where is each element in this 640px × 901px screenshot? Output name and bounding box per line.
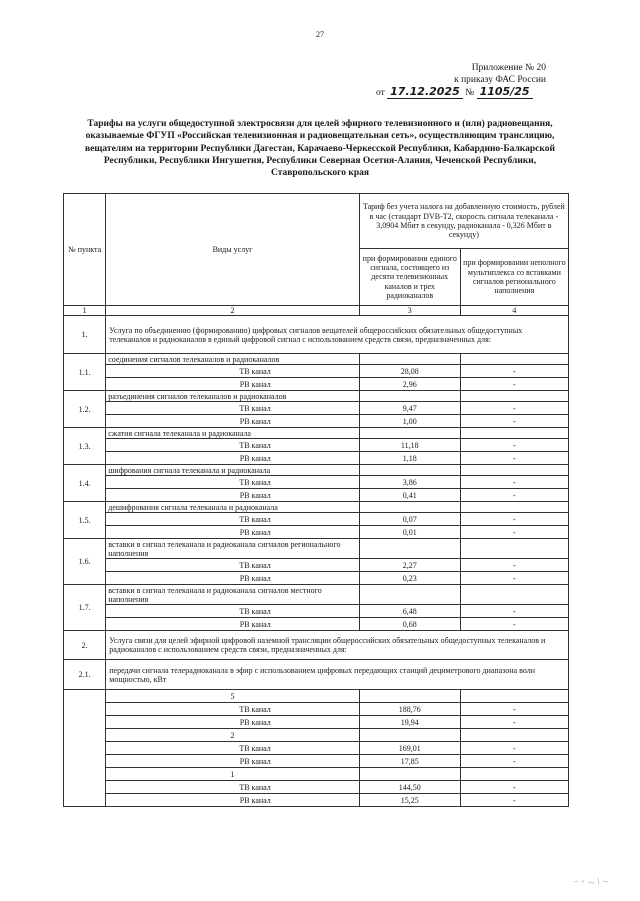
item-tv-row (64, 605, 569, 618)
item-label: дешифрования сигнала телеканала и радиоканала (106, 502, 360, 513)
tv-tariff-value: 9,47 (359, 402, 460, 415)
rv-channel-label: РВ канал (106, 489, 360, 502)
rv-channel-label: РВ канал (106, 618, 360, 631)
item-label: соединения сигналов телеканалов и радиоканалов (106, 354, 360, 365)
rv-tariff-value: 17,85 (359, 755, 460, 768)
item-rv-row (64, 572, 569, 585)
tv-dash: - (460, 402, 568, 415)
annex-number: 1105/25 (477, 86, 533, 99)
rv-channel-label: РВ канал (106, 794, 360, 807)
rv-channel-label: РВ канал (106, 572, 360, 585)
rv-dash: - (460, 452, 568, 465)
power-row (64, 690, 569, 703)
item-empty-cell (460, 465, 568, 476)
item-tv-row (64, 559, 569, 572)
tv-tariff-value: 188,76 (359, 703, 460, 716)
tv-dash: - (460, 365, 568, 378)
item-empty-cell (460, 391, 568, 402)
header-col4: при формировании неполного мультиплекса со вставками сигналов регионального наполнения (460, 249, 568, 306)
rv-dash: - (460, 755, 568, 768)
tv-dash: - (460, 605, 568, 618)
tv-dash: - (460, 781, 568, 794)
item-rv-row (64, 618, 569, 631)
item-rv-row (64, 415, 569, 428)
power-empty-cell (460, 690, 568, 703)
item-num: 1.3. (64, 428, 106, 465)
tv-dash: - (460, 513, 568, 526)
power-empty-num (64, 690, 106, 807)
colnum-1: 1 (64, 306, 106, 316)
power-rv-row (64, 716, 569, 729)
annex-number-label: № (465, 88, 475, 98)
section-2-num: 2. (64, 631, 106, 660)
annex-date: 17.12.2025 (387, 86, 463, 99)
tv-dash: - (460, 439, 568, 452)
power-rv-row (64, 755, 569, 768)
item-num: 1.5. (64, 502, 106, 539)
tv-channel-label: ТВ канал (106, 439, 360, 452)
annex-date-line (376, 86, 546, 99)
rv-dash: - (460, 618, 568, 631)
item-empty-cell (359, 465, 460, 476)
rv-channel-label: РВ канал (106, 415, 360, 428)
item-rv-row (64, 452, 569, 465)
item-empty-cell (359, 354, 460, 365)
document-title: Тарифы на услуги общедоступной электросвязи для целей эфирного телевизионного и (или) радиовещания, оказываемые ФГУП «Российская телевизионная и радиовещательная сеть», осуществляющим трансляцию, вещателям на территории Республики Дагестан, Карачаево-Черкесской Республики, Кабардино-Балкарской Республики, Республики Ингушетия, Республики Северная Осетия-Алания, Чеченской Республики, Ставропольского края (85, 119, 555, 179)
annex-order-ref: к приказу ФАС России (454, 75, 546, 85)
item-num: 1.2. (64, 391, 106, 428)
item-empty-cell (460, 428, 568, 439)
power-empty-cell (460, 729, 568, 742)
item-empty-cell (359, 502, 460, 513)
power-kw: 1 (106, 768, 360, 781)
power-tv-row (64, 742, 569, 755)
item-label-row (64, 502, 569, 513)
item-label: сжатия сигнала телеканала и радиоканала (106, 428, 360, 439)
rv-dash: - (460, 794, 568, 807)
section-2-1-text: передачи сигнала телерадиоканала в эфир с использованием цифровых передающих станций дециметрового диапазона волн мощностью, кВт (106, 660, 569, 690)
item-empty-cell (359, 539, 460, 559)
item-label-row (64, 585, 569, 605)
power-empty-cell (460, 768, 568, 781)
rv-tariff-value: 1,00 (359, 415, 460, 428)
section-1-text: Услуга по объединению (формированию) цифровых сигналов вещателей общероссийских обязательных общедоступных телеканалов и радиоканалов в единый цифровой сигнал с использованием средств связи, предназначенных для: (106, 316, 569, 354)
tv-channel-label: ТВ канал (106, 402, 360, 415)
item-label: вставки в сигнал телеканала и радиоканала сигналов регионального наполнения (106, 539, 360, 559)
tv-tariff-value: 169,01 (359, 742, 460, 755)
section-2-1-num: 2.1. (64, 660, 106, 690)
section-1-row (64, 316, 569, 354)
colnum-2: 2 (106, 306, 360, 316)
tv-channel-label: ТВ канал (106, 513, 360, 526)
annex-title: Приложение № 20 (471, 63, 546, 73)
tv-channel-label: ТВ канал (106, 781, 360, 794)
tv-channel-label: ТВ канал (106, 703, 360, 716)
power-tv-row (64, 703, 569, 716)
item-empty-cell (359, 391, 460, 402)
item-rv-row (64, 378, 569, 391)
rv-channel-label: РВ канал (106, 716, 360, 729)
section-2-1-row (64, 660, 569, 690)
item-label: разъединения сигналов телеканалов и радиоканалов (106, 391, 360, 402)
tv-tariff-value: 0,07 (359, 513, 460, 526)
rv-channel-label: РВ канал (106, 452, 360, 465)
power-tv-row (64, 781, 569, 794)
item-empty-cell (460, 502, 568, 513)
tv-tariff-value: 6,48 (359, 605, 460, 618)
annex-from-label: от (376, 88, 385, 98)
tv-dash: - (460, 559, 568, 572)
power-row (64, 729, 569, 742)
item-empty-cell (460, 539, 568, 559)
item-label: вставки в сигнал телеканала и радиоканала сигналов местного наполнения (106, 585, 360, 605)
item-tv-row (64, 439, 569, 452)
tariff-table (63, 193, 569, 807)
section-2-row (64, 631, 569, 660)
header-tariff: Тариф без учета налога на добавленную стоимость, рублей в час (стандарт DVB-T2, скорость сигнала телеканала - 3,0904 Мбит в секунду, радиоканала - 0,326 Мбит в секунду) (359, 194, 568, 249)
item-empty-cell (460, 585, 568, 605)
item-empty-cell (359, 428, 460, 439)
tv-channel-label: ТВ канал (106, 476, 360, 489)
section-1-num: 1. (64, 316, 106, 354)
rv-dash: - (460, 526, 568, 539)
item-label-row (64, 354, 569, 365)
item-num: 1.4. (64, 465, 106, 502)
item-empty-cell (460, 354, 568, 365)
item-num: 1.7. (64, 585, 106, 631)
page-number: 27 (316, 30, 324, 39)
power-kw: 2 (106, 729, 360, 742)
tv-tariff-value: 11,18 (359, 439, 460, 452)
tv-channel-label: ТВ канал (106, 365, 360, 378)
rv-channel-label: РВ канал (106, 526, 360, 539)
item-empty-cell (359, 585, 460, 605)
power-empty-cell (359, 729, 460, 742)
tv-dash: - (460, 476, 568, 489)
tv-tariff-value: 2,27 (359, 559, 460, 572)
item-label-row (64, 428, 569, 439)
tv-channel-label: ТВ канал (106, 559, 360, 572)
item-tv-row (64, 476, 569, 489)
header-row (64, 194, 569, 249)
rv-dash: - (460, 378, 568, 391)
tv-channel-label: ТВ канал (106, 742, 360, 755)
rv-tariff-value: 0,68 (359, 618, 460, 631)
power-empty-cell (359, 768, 460, 781)
rv-channel-label: РВ канал (106, 378, 360, 391)
tv-dash: - (460, 703, 568, 716)
tv-tariff-value: 28,08 (359, 365, 460, 378)
item-tv-row (64, 402, 569, 415)
rv-tariff-value: 15,25 (359, 794, 460, 807)
colnum-3: 3 (359, 306, 460, 316)
tv-channel-label: ТВ канал (106, 605, 360, 618)
item-tv-row (64, 365, 569, 378)
header-services: Виды услуг (106, 194, 360, 306)
power-row (64, 768, 569, 781)
rv-tariff-value: 1,18 (359, 452, 460, 465)
power-rv-row (64, 794, 569, 807)
item-rv-row (64, 526, 569, 539)
item-tv-row (64, 513, 569, 526)
item-label-row (64, 539, 569, 559)
item-num: 1.1. (64, 354, 106, 391)
rv-dash: - (460, 489, 568, 502)
tv-dash: - (460, 742, 568, 755)
header-col3: при формировании единого сигнала, состоящего из десяти телевизионных каналов и трех радиоканалов (359, 249, 460, 306)
rv-tariff-value: 0,23 (359, 572, 460, 585)
header-num: № пункта (64, 194, 106, 306)
colnum-4: 4 (460, 306, 568, 316)
item-label: шифрования сигнала телеканала и радиоканала (106, 465, 360, 476)
power-empty-cell (359, 690, 460, 703)
item-num: 1.6. (64, 539, 106, 585)
tv-tariff-value: 3,86 (359, 476, 460, 489)
annex-block (376, 62, 546, 99)
rv-dash: - (460, 716, 568, 729)
rv-channel-label: РВ канал (106, 755, 360, 768)
section-2-text: Услуга связи для целей эфирной цифровой наземной трансляции общероссийских обязательных общедоступных телеканалов и радиоканалов с использованием средств связи, предназначенных для: (106, 631, 569, 660)
rv-dash: - (460, 572, 568, 585)
tv-tariff-value: 144,50 (359, 781, 460, 794)
rv-tariff-value: 0,41 (359, 489, 460, 502)
scan-marks (572, 872, 612, 886)
rv-dash: - (460, 415, 568, 428)
item-label-row (64, 465, 569, 476)
item-label-row (64, 391, 569, 402)
power-kw: 5 (106, 690, 360, 703)
rv-tariff-value: 0,01 (359, 526, 460, 539)
column-number-row (64, 306, 569, 316)
rv-tariff-value: 19,94 (359, 716, 460, 729)
rv-tariff-value: 2,96 (359, 378, 460, 391)
item-rv-row (64, 489, 569, 502)
